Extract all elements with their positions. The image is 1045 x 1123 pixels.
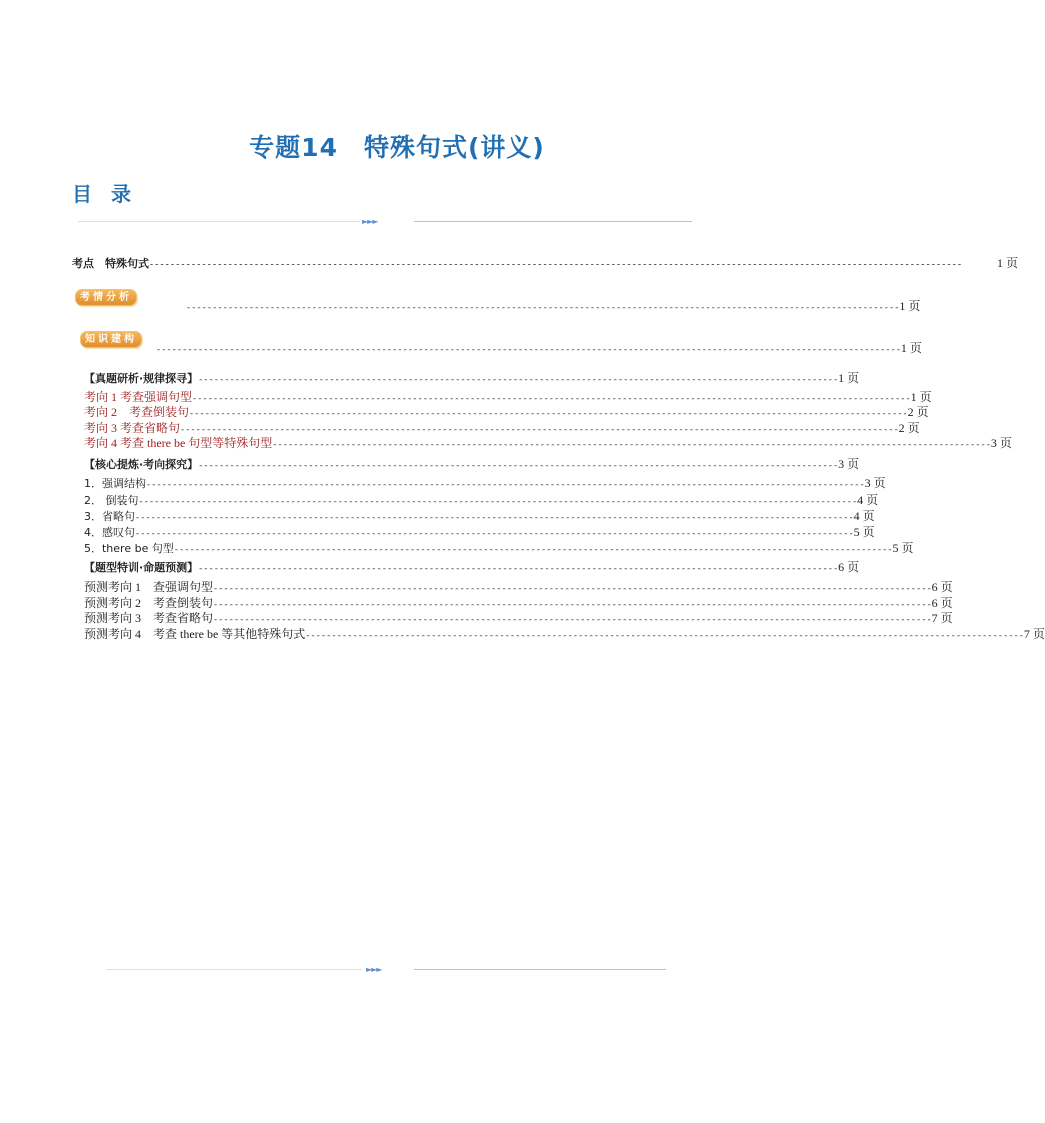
arrow-icon: ►►► xyxy=(362,217,378,226)
toc-section-heading[interactable] xyxy=(84,455,860,472)
toc-heading: 目 录 xyxy=(72,182,137,206)
leader-dots: - - - - - - - - - - - - - - - - - - - - - - - - - - - - - - - - - - - - - - - - - - - - - - - - - - - - - - - - - - - - - - - - - - - - - - - - - - - - - - - - - - - - - - - - - - - - - - - - - - - - - - - - - - - - - - - - - - - - - - - - - - - - - - - - - - - - - - - - - xyxy=(147,479,864,489)
toc-entry-label: 考向 4 考查 there be 句型等特殊句型 xyxy=(84,436,273,450)
leader-dots: - - - - - - - - - - - - - - - - - - - - - - - - - - - - - - - - - - - - - - - - - - - - - - - - - - - - - - - - - - - - - - - - - - - - - - - - - - - - - - - - - - - - - - - - - - - - - - - - - - - - - - - - - - - - - - - - - - - - - - - - - - - - - - - - - - - - - - - - - xyxy=(136,512,853,522)
section-heading-label: 【真题研析·规律探寻】 xyxy=(84,372,199,385)
toc-entry-page: 6 页 xyxy=(931,596,953,610)
toc-entry-page: 7 页 xyxy=(1023,627,1045,641)
arrow-icon: ►►► xyxy=(366,965,382,974)
toc-entry-label: 考点 特殊句式 xyxy=(72,257,149,270)
toc-entry-page: 7 页 xyxy=(931,611,953,625)
toc-entry-label: 3．省略句 xyxy=(84,510,135,523)
toc-entry-label: 预测考向 4 考查 there be 等其他特殊句式 xyxy=(84,627,306,641)
toc-entry-page: 5 页 xyxy=(853,525,875,539)
toc-entry-page: 1 页 xyxy=(838,371,860,385)
leader-dots: - - - - - - - - - - - - - - - - - - - - - - - - - - - - - - - - - - - - - - - - - - - - - - - - - - - - - - - - - - - - - - - - - - - - - - - - - - - - - - - - - - - - - - - - - - - - - - - - - - - - - - - - - - - - - - - - - - - - - - - - - - - - - - - - - - - - - - - - - xyxy=(136,528,853,538)
toc-entry[interactable] xyxy=(84,539,914,556)
toc-section-heading[interactable] xyxy=(84,369,860,386)
toc-entry-label: 2． 倒装句 xyxy=(84,494,139,507)
leader-dots: - - - - - - - - - - - - - - - - - - - - - - - - - - - - - - - - - - - - - - - - - - - - - - - - - - - - - - - - - - - - - - - - - - - - - - - - - - - - - - - - - - - - - - - - - - - - - - - - - - - - - - - - - - - - - - - - - - - - - - - - - - - - - - - - - - - - - - - - - xyxy=(273,439,990,449)
toc-entry[interactable] xyxy=(84,625,1045,642)
leader-dots: - - - - - - - - - - - - - - - - - - - - - - - - - - - - - - - - - - - - - - - - - - - - - - - - - - - - - - - - - - - - - - - - - - - - - - - - - - - - - - - - - - - - - - - - - - - - - - - - - - - - - - - - - - - - - - - - - - - - - - - - - - - - - - - - - - - - - - - - xyxy=(187,302,899,312)
toc-entry[interactable] xyxy=(84,523,875,540)
leader-dots: - - - - - - - - - - - - - - - - - - - - - - - - - - - - - - - - - - - - - - - - - - - - - - - - - - - - - - - - - - - - - - - - - - - - - - - - - - - - - - - - - - - - - - - - - - - - - - - - - - - - - - - - - - - - - - - - - - - - - - - - - - xyxy=(199,563,838,573)
toc-entry-page: 3 页 xyxy=(864,476,886,490)
toc-entry-page: 3 页 xyxy=(990,436,1012,450)
bottom-divider xyxy=(0,964,794,976)
section-heading-label: 【核心提炼·考向探究】 xyxy=(84,458,199,471)
toc-entry[interactable] xyxy=(84,434,1012,451)
toc-entry-page: 1 页 xyxy=(910,390,932,404)
toc-entry-label: 4．感叹句 xyxy=(84,526,135,539)
toc-entry-label: 5．there be 句型 xyxy=(84,542,174,555)
toc-entry-page: 5 页 xyxy=(892,541,914,555)
toc-entry-page: 1 页 xyxy=(899,299,921,313)
toc-entry[interactable] xyxy=(84,474,886,491)
toc-entry-page: 1 页 xyxy=(900,341,922,355)
leader-dots: - - - - - - - - - - - - - - - - - - - - - - - - - - - - - - - - - - - - - - - - - - - - - - - - - - - - - - - - - - - - - - - - - - - - - - - - - - - - - - - - - - - - - - - - - - - - - - - - - - - - - - - - - - - - - - - - - - - - - - - - - - - - - - - - - - - - - - - - - - - - - - - - - - - - - - - - - - - xyxy=(150,259,962,269)
toc-entry-kaodian[interactable] xyxy=(72,254,1019,271)
toc-entry-page: 4 页 xyxy=(853,509,875,523)
toc-entry-label: 预测考向 1 查强调句型 xyxy=(84,580,214,594)
toc-entry-label: 考向 3 考查省略句 xyxy=(84,421,181,435)
zhishi-badge: 知识建构 xyxy=(80,331,142,348)
toc-entry[interactable] xyxy=(84,403,929,420)
toc-entry-label: 考向 2 考查倒装句 xyxy=(84,405,190,419)
toc-entry-page: 2 页 xyxy=(898,421,920,435)
leader-dots: - - - - - - - - - - - - - - - - - - - - - - - - - - - - - - - - - - - - - - - - - - - - - - - - - - - - - - - - - - - - - - - - - - - - - - - - - - - - - - - - - - - - - - - - - - - - - - - - - - - - - - - - - - - - - - - - - - - - - - - - - - - - - - - - - - - - - - - - - xyxy=(193,393,910,403)
toc-entry-kaoqing[interactable] xyxy=(186,297,921,314)
toc-entry[interactable] xyxy=(84,578,953,595)
leader-dots: - - - - - - - - - - - - - - - - - - - - - - - - - - - - - - - - - - - - - - - - - - - - - - - - - - - - - - - - - - - - - - - - - - - - - - - - - - - - - - - - - - - - - - - - - - - - - - - - - - - - - - - - - - - - - - - - - - - - - - - - - - - - - - - - - - - - - - - - - xyxy=(306,630,1023,640)
toc-entry-label: 考向 1 考查强调句型 xyxy=(84,390,193,404)
section-heading-label: 【题型特训·命题预测】 xyxy=(84,561,199,574)
leader-dots: - - - - - - - - - - - - - - - - - - - - - - - - - - - - - - - - - - - - - - - - - - - - - - - - - - - - - - - - - - - - - - - - - - - - - - - - - - - - - - - - - - - - - - - - - - - - - - - - - - - - - - - - - - - - - - - - - - - - - - - - - - - - - - - - - - - - - - - - - xyxy=(181,424,898,434)
toc-entry-label: 预测考向 2 考查倒装句 xyxy=(84,596,214,610)
toc-entry-page: 2 页 xyxy=(907,405,929,419)
toc-entry[interactable] xyxy=(84,507,875,524)
leader-dots: - - - - - - - - - - - - - - - - - - - - - - - - - - - - - - - - - - - - - - - - - - - - - - - - - - - - - - - - - - - - - - - - - - - - - - - - - - - - - - - - - - - - - - - - - - - - - - - - - - - - - - - - - - - - - - - - - - - - - - - - - - - - - - - - - - - - - - - - - xyxy=(139,496,857,506)
toc-entry-page: 3 页 xyxy=(838,457,860,471)
toc-entry-page: 1 页 xyxy=(997,256,1019,270)
leader-dots: - - - - - - - - - - - - - - - - - - - - - - - - - - - - - - - - - - - - - - - - - - - - - - - - - - - - - - - - - - - - - - - - - - - - - - - - - - - - - - - - - - - - - - - - - - - - - - - - - - - - - - - - - - - - - - - - - - - - - - - - - - - - - - - - - - - - - - - - - - - - - - xyxy=(157,344,900,354)
top-divider xyxy=(0,216,794,228)
kaoqing-badge: 考情分析 xyxy=(75,289,137,306)
toc-entry[interactable] xyxy=(84,491,879,508)
leader-dots: - - - - - - - - - - - - - - - - - - - - - - - - - - - - - - - - - - - - - - - - - - - - - - - - - - - - - - - - - - - - - - - - - - - - - - - - - - - - - - - - - - - - - - - - - - - - - - - - - - - - - - - - - - - - - - - - - - - - - - - - - - xyxy=(199,374,838,384)
leader-dots: - - - - - - - - - - - - - - - - - - - - - - - - - - - - - - - - - - - - - - - - - - - - - - - - - - - - - - - - - - - - - - - - - - - - - - - - - - - - - - - - - - - - - - - - - - - - - - - - - - - - - - - - - - - - - - - - - - - - - - - - - - xyxy=(199,460,838,470)
leader-dots: - - - - - - - - - - - - - - - - - - - - - - - - - - - - - - - - - - - - - - - - - - - - - - - - - - - - - - - - - - - - - - - - - - - - - - - - - - - - - - - - - - - - - - - - - - - - - - - - - - - - - - - - - - - - - - - - - - - - - - - - - - - - - - - - - - - - - - - - - xyxy=(214,614,931,624)
leader-dots: - - - - - - - - - - - - - - - - - - - - - - - - - - - - - - - - - - - - - - - - - - - - - - - - - - - - - - - - - - - - - - - - - - - - - - - - - - - - - - - - - - - - - - - - - - - - - - - - - - - - - - - - - - - - - - - - - - - - - - - - - - - - - - - - - - - - - - - - - xyxy=(174,544,892,554)
toc-entry-page: 4 页 xyxy=(857,493,879,507)
leader-dots: - - - - - - - - - - - - - - - - - - - - - - - - - - - - - - - - - - - - - - - - - - - - - - - - - - - - - - - - - - - - - - - - - - - - - - - - - - - - - - - - - - - - - - - - - - - - - - - - - - - - - - - - - - - - - - - - - - - - - - - - - - - - - - - - - - - - - - - - - xyxy=(214,599,931,609)
toc-entry-zhishi[interactable] xyxy=(156,339,922,356)
toc-entry-label: 1．强调结构 xyxy=(84,477,146,490)
leader-dots: - - - - - - - - - - - - - - - - - - - - - - - - - - - - - - - - - - - - - - - - - - - - - - - - - - - - - - - - - - - - - - - - - - - - - - - - - - - - - - - - - - - - - - - - - - - - - - - - - - - - - - - - - - - - - - - - - - - - - - - - - - - - - - - - - - - - - - - - - xyxy=(190,408,907,418)
page-title: 专题14 特殊句式(讲义) xyxy=(249,133,545,162)
toc-entry-label: 预测考向 3 考查省略句 xyxy=(84,611,214,625)
toc-section-heading[interactable] xyxy=(84,558,860,575)
toc-entry[interactable] xyxy=(84,609,953,626)
toc-entry-page: 6 页 xyxy=(931,580,953,594)
toc-entry-page: 6 页 xyxy=(838,560,860,574)
leader-dots: - - - - - - - - - - - - - - - - - - - - - - - - - - - - - - - - - - - - - - - - - - - - - - - - - - - - - - - - - - - - - - - - - - - - - - - - - - - - - - - - - - - - - - - - - - - - - - - - - - - - - - - - - - - - - - - - - - - - - - - - - - - - - - - - - - - - - - - - - xyxy=(214,583,931,593)
